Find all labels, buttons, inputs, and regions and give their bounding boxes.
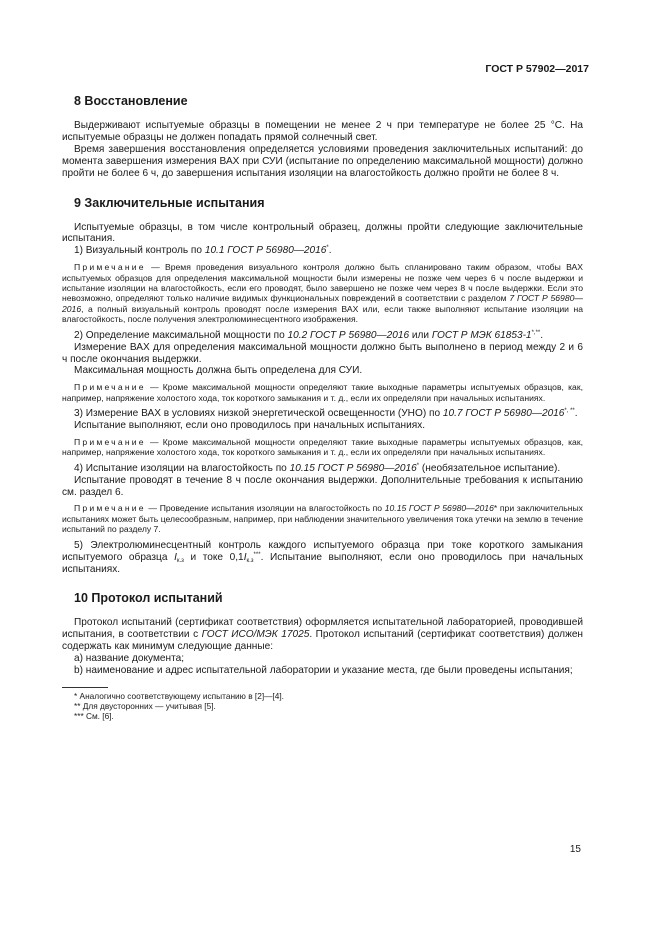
section-10-heading: 10 Протокол испытаний bbox=[74, 591, 223, 606]
footnote-2: ** Для двусторонних — учитывая [5]. bbox=[74, 701, 216, 712]
section-9-item-3: 3) Измерение ВАХ в условиях низкой энергетической освещенности (УНО) по 10.7 ГОСТ Р 56980—2016*, **. bbox=[74, 408, 578, 420]
section-9-item-2-paragraph-3: Максимальная мощность должна быть определена для СУИ. bbox=[74, 365, 363, 377]
section-10-item-a: а) название документа; bbox=[74, 653, 184, 665]
section-9-item-1: 1) Визуальный контроль по 10.1 ГОСТ Р 56980—2016*. bbox=[74, 245, 332, 257]
note-label: Примечание bbox=[74, 436, 146, 447]
footnote-divider bbox=[62, 687, 108, 688]
section-9-item-2: 2) Определение максимальной мощности по 10.2 ГОСТ Р 56980—2016 или ГОСТ Р МЭК 61853-1*,**. bbox=[74, 329, 544, 341]
section-8-paragraph-2: Время завершения восстановления определяется условиями проведения заключительных испытаний: до момента завершения измерения ВАХ при СУИ (испытание по определению максимальной мощности) должно пройти не более 6 ч, до завершения испытания изоляции на влагостойкость должно пройти не более 8 ч. bbox=[62, 143, 583, 179]
section-9-item-4: 4) Испытание изоляции на влагостойкость по 10.15 ГОСТ Р 56980—2016* (необязательное испытание). bbox=[74, 462, 561, 474]
note-1: Примечание — Время проведения визуального контроля должно быть спланировано таким образом, чтобы ВАХ испытуемых образцов для определения максимальной мощности были измерены не позже чем через 6 ч после выдержки и испытание изоляции на влагостойкость, если его проводят, было завершено не позже чем через 8 ч после выдержки. Если это невозможно, определяют только наличие видимых функциональных повреждений в соответствии с разделом 7 ГОСТ Р 56980—2016, а полный визуальный контроль проводят после измерения ВАХ или, если также выполняют испытание изоляции на влагостойкость, после получения электролюминесцентного изображения. bbox=[62, 262, 583, 325]
note-label: Примечание bbox=[74, 503, 146, 514]
section-9-item-2-paragraph-2: Измерение ВАХ для определения максимальной мощности должно быть выполнено в период между 2 и 6 ч после окончания выдержки. bbox=[62, 341, 583, 365]
section-9-item-5: 5) Электролюминесцентный контроль каждого испытуемого образца при токе короткого замыкания испытуемого образца $I_{к.з}$ и токе $0,1I_{к.з}^{***}$. Испытание выполняют, если оно проводилось при начальных испытаниях. bbox=[62, 539, 583, 575]
note-label: Примечание bbox=[74, 262, 146, 273]
page-content bbox=[62, 92, 583, 722]
section-9-item-3-paragraph-2: Испытание выполняют, если оно проводилось при начальных испытаниях. bbox=[74, 420, 426, 432]
section-9-heading: 9 Заключительные испытания bbox=[74, 195, 265, 210]
note-4: Примечание — Проведение испытания изоляции на влагостойкость по 10.15 ГОСТ Р 56980—2016* при заключительных испытаниях может быть целесообразным, например, при наблюдении значительного увеличения тока утечки на землю в течение испытаний по разделу 7. bbox=[62, 503, 583, 535]
section-10-paragraph-1: Протокол испытаний (сертификат соответствия) оформляется испытательной лабораторией, проводившей испытания, в соответствии с ГОСТ ИСО/МЭК 17025. Протокол испытаний (сертификат соответствия) должен содержать как минимум следующие данные: bbox=[62, 617, 584, 653]
document-number-header: ГОСТ Р 57902—2017 bbox=[485, 63, 589, 75]
footnote-3: *** См. [6]. bbox=[74, 711, 114, 722]
note-2: Примечание — Кроме максимальной мощности определяют такие выходные параметры испытуемых образцов, как, например, напряжение холостого хода, ток короткого замыкания и т. д., если их определяли при начальных испытаниях. bbox=[62, 382, 583, 403]
section-8-heading: 8 Восстановление bbox=[74, 94, 188, 108]
section-9-item-4-paragraph-2: Испытание проводят в течение 8 ч после окончания выдержки. Дополнительные требования к испытанию см. раздел 6. bbox=[62, 474, 583, 498]
section-9-intro: Испытуемые образцы, в том числе контрольный образец, должны пройти следующие заключительные испытания. bbox=[62, 221, 583, 245]
note-label: Примечание bbox=[74, 382, 146, 393]
page-number: 15 bbox=[569, 844, 581, 855]
note-3: Примечание — Кроме максимальной мощности определяют такие выходные параметры испытуемых образцов, как, например, напряжение холостого хода, ток короткого замыкания и т. д., если их определяли при начальных испытаниях. bbox=[62, 436, 583, 458]
section-8-paragraph-1: Выдерживают испытуемые образцы в помещении не менее 2 ч при температуре не более 25 °С. На испытуемые образцы не должен попадать прямой солнечный свет. bbox=[62, 120, 583, 143]
section-10-item-b: b) наименование и адрес испытательной лаборатории и указание места, где были проведены испытания; bbox=[74, 665, 573, 677]
footnote-1: * Аналогично соответствующему испытанию в [2]—[4]. bbox=[74, 690, 284, 701]
